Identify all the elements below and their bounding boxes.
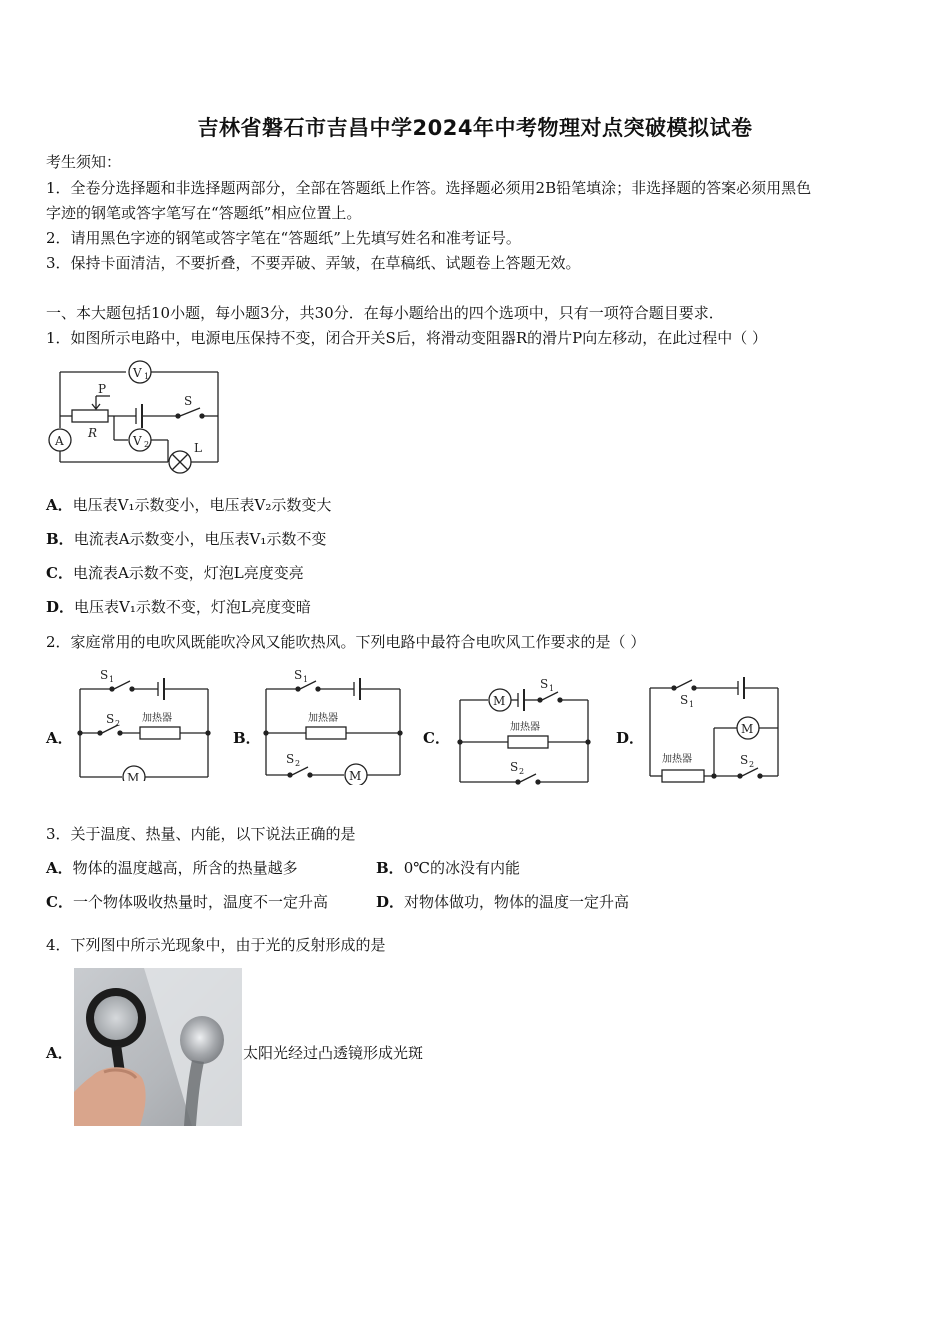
q4-option-a-photo [74,968,242,1126]
q2-a-s2-sub: 2 [115,719,121,728]
q2-circuit-d [642,672,784,788]
q3-option-c-letter: C． [46,893,73,911]
q1-circuit-diagram [44,358,230,480]
q1-option-c-letter: C． [46,564,73,582]
q4-stem: 4．下列图中所示光现象中，由于光的反射形成的是 [46,936,386,954]
q2-a-s1: S [100,668,109,682]
q2-c-s1: S [540,677,549,691]
q2-option-c-letter: C． [423,729,450,747]
q2-d-s2: S [740,753,749,767]
q1-option-b [46,529,326,549]
page-title: 吉林省磐石市吉昌中学2024年中考物理对点突破模拟试卷 [197,116,753,140]
q2-circuit-b [258,665,406,785]
q1-v2-sub: 2 [144,440,150,449]
q1-option-b-text: 电流表A示数变小，电压表V₁示数不变 [73,530,327,548]
q3-option-c-text: 一个物体吸收热量时，温度不一定升高 [72,893,328,911]
q1-option-a-letter: A． [46,496,73,514]
q2-d-s2-sub: 2 [749,760,755,769]
q2-circuit-c [452,672,596,788]
q3-option-a-text: 物体的温度越高，所含的热量越多 [72,859,298,877]
q2-option-a-letter: A． [46,729,73,747]
q2-d-motor: M [741,722,754,736]
notice-item-2: 2．请用黑色字迹的钢笔或答字笔在“答题纸”上先填写姓名和准考证号。 [46,229,521,247]
q1-l-label: L [194,441,202,455]
q2-d-s1: S [680,693,689,707]
q2-b-s2: S [286,752,295,766]
q3-option-c [46,892,328,912]
q1-option-d-text: 电压表V₁示数不变，灯泡L亮度变暗 [74,598,311,616]
q2-c-s2: S [510,760,519,774]
q1-stem: 1．如图所示电路中，电源电压保持不变，闭合开关S后，将滑动变阻器R的滑片P向左移动，在此过程中（ ） [46,329,767,347]
q1-option-c-text: 电流表A示数不变，灯泡L亮度变亮 [72,564,304,582]
q1-option-a [46,495,331,515]
q1-option-a-text: 电压表V₁示数变小，电压表V₂示数变大 [72,496,332,514]
q2-stem: 2．家庭常用的电吹风既能吹冷风又能吹热风。下列电路中最符合电吹风工作要求的是（ ） [46,633,646,651]
q2-d-s1-sub: 1 [689,700,695,709]
q1-s-label: S [184,394,193,408]
q2-circuit-a [72,665,214,781]
notice-item-1: 1．全卷分选择题和非选择题两部分，全部在答题纸上作答。选择题必须用2B铅笔填涂；非选择题的答案必须用黑色 [46,179,812,197]
q4-option-a-text: 太阳光经过凸透镜形成光斑 [243,1044,424,1062]
q3-option-a-letter: A． [46,859,73,877]
q1-v1-label: V [133,366,142,380]
q2-b-s1-sub: 1 [303,675,309,684]
notice-heading: 考生须知： [46,153,122,171]
q3-option-b-letter: B． [376,859,404,877]
q3-option-d-text: 对物体做功，物体的温度一定升高 [404,893,630,911]
q1-p-label: P [98,382,107,396]
section-heading: 一、本大题包括10小题，每小题3分，共30分．在每小题给出的四个选项中，只有一项符合题目要求． [46,304,724,322]
magnifier-light-spot-image [74,968,242,1126]
q2-c-heater-label: 加热器 [510,722,540,733]
q1-r-label: R [88,426,98,440]
q2-option-d-letter: D． [616,729,645,747]
q3-option-b [376,858,520,878]
q3-option-b-text: 0℃的冰没有内能 [403,859,521,877]
q3-option-d-letter: D． [376,893,405,911]
q1-option-d [46,597,311,617]
q2-b-s2-sub: 2 [295,759,301,768]
notice-item-1-cont: 字迹的钢笔或答字笔写在“答题纸”相应位置上。 [46,204,362,222]
q2-c-s1-sub: 1 [549,684,555,693]
q3-option-d [376,892,629,912]
notice-item-3: 3．保持卡面清洁，不要折叠，不要弄破、弄皱，在草稿纸、试题卷上答题无效。 [46,254,581,272]
q2-d-heater-label: 加热器 [662,754,692,765]
q2-option-b-letter: B． [233,729,261,747]
q1-a-label: A [55,434,64,448]
q2-b-s1: S [294,668,303,682]
q3-option-a [46,858,298,878]
q1-v1-sub: 1 [144,372,150,381]
q1-option-d-letter: D． [46,598,75,616]
q2-a-s1-sub: 1 [109,675,115,684]
q2-a-s2: S [106,712,115,726]
q2-c-s2-sub: 2 [519,767,525,776]
q2-b-heater-label: 加热器 [308,713,338,724]
q1-option-c [46,563,304,583]
q1-v2-label: V [133,434,142,448]
q2-a-motor: M [127,771,140,781]
q1-option-b-letter: B． [46,530,74,548]
q2-a-heater-label: 加热器 [142,713,172,724]
q2-b-motor: M [349,769,362,783]
q3-stem: 3．关于温度、热量、内能，以下说法正确的是 [46,825,356,843]
q2-c-motor: M [493,694,506,708]
q4-option-a-letter: A． [46,1044,73,1062]
